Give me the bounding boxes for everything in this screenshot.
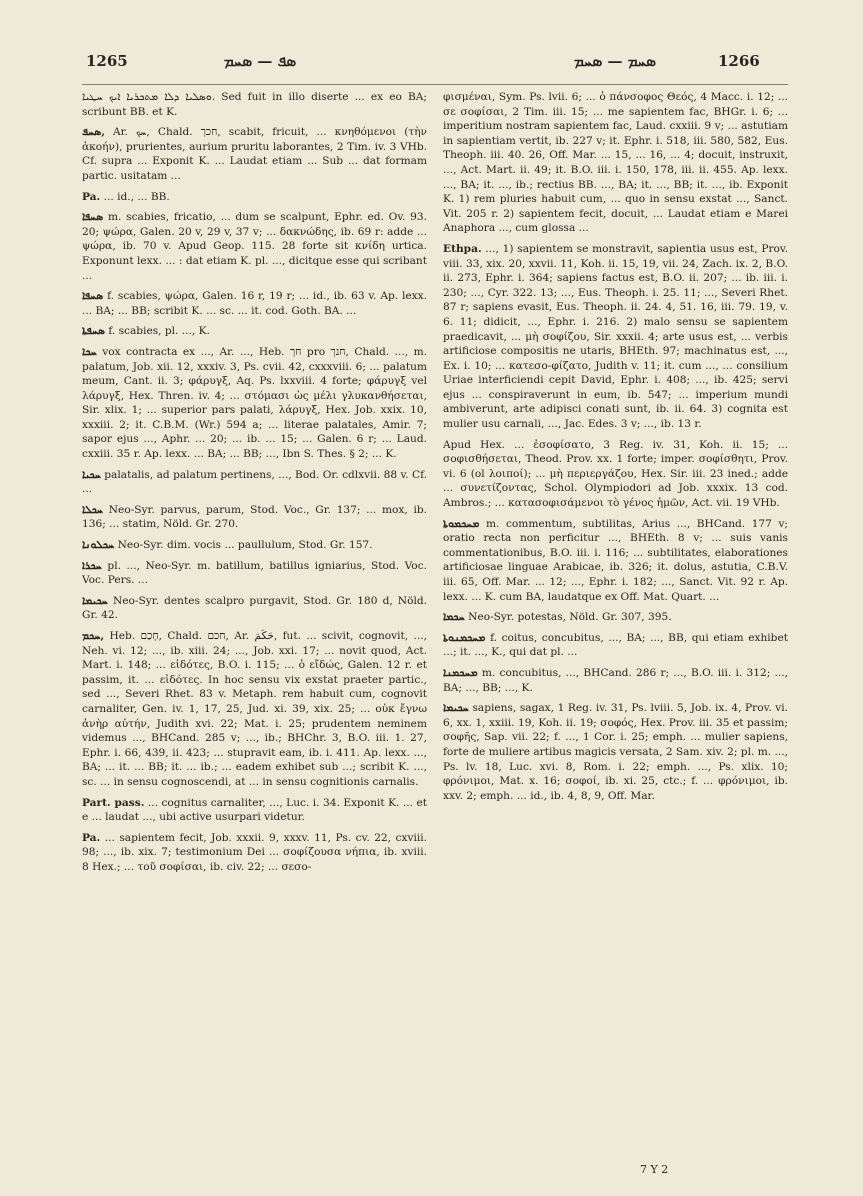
entry-headword: ܚܟܪܐ (82, 559, 102, 572)
left-column (82, 90, 427, 1160)
dictionary-entry (443, 666, 788, 695)
dictionary-entry (82, 90, 427, 119)
entry-text: f. scabies, ψώρα, Galen. 16 r, 19 r; ... id., ib. 63 v. Ap. lexx. ... BA; ... BB; scribit K. ... sc. ... it. cod. Goth. BA. ... (82, 290, 427, 317)
entry-text: Apud Hex. ... ἐσοφίσατο, 3 Reg. iv. 31, Koh. ii. 15; ... σοφισθήσεται, Theod. Prov. xx. 1 forte; imper. σοφίσθητι, Prov. vi. 6 (ol λοιποί); ... μὴ περιεργάζου, Hex. Sir. iii. 23 ined.; adde ... συνετίζοντας, Schol. Olympiodori ad Job. xxxix. 13 cod. Ambros.; ... κατασοφισάμενοι τὸ γένος ἡμῶν, Act. vii. 19 VHb. (443, 438, 788, 510)
entry-text: ... sapientem fecit, Job. xxxii. 9, xxxv. 11, Ps. cv. 22, cxviii. 98; ..., ib. xix. 7; testimonium Dei ... σοφίζουσα νήπια, ib. xviii. 8 Hex.; ... τοῦ σοφίσαι, ib. civ. 22; ... σεσο- (82, 831, 427, 873)
entry-headword: ܣܚܦܐ (82, 290, 104, 303)
entry-text: Neo-Syr. potestas, Nöld. Gr. 307, 395. (468, 611, 672, 624)
dictionary-entry (82, 324, 427, 339)
dictionary-entry (82, 125, 427, 183)
dictionary-entry (443, 242, 788, 432)
dictionary-entry (443, 517, 788, 605)
entry-headword: ܚܟܝܡܐ (443, 702, 469, 715)
entry-text: f. coitus, concubitus, ..., BA; ..., BB, qui etiam exhibet ...; it. ..., K., qui dat pl. ... (443, 631, 788, 659)
dictionary-entry (82, 796, 427, 825)
entry-text: Neo-Syr. dim. vocis ... paullulum, Stod. Gr. 157. (117, 539, 373, 552)
entry-headword: ܚܟܠܘܢܐ (82, 539, 115, 552)
dictionary-entry (443, 631, 788, 660)
left-page-number: 1265 (86, 52, 128, 70)
entry-text: f. scabies, pl. ..., K. (108, 325, 210, 338)
entry-text: φισμέναι, Sym. Ps. lvii. 6; ... ὁ πάνσοφος Θεός, 4 Macc. i. 12; ... σε σοφίσαι, 2 Tim. iii. 15; ... me sapientem fac, BHGr. i. 6; ... imperitium nostram sapientem fac, Laud. cxxiii. 9 v; ... astutiam in sapientiam vertit, ib. 227 v; it. Ephr. i. 518, iii. 580, 582, Eus. Theoph. iii. 40. 26, Off. Mar. ... 15, ... 16, ... 4; docuit, instruxit, ..., Act. Mart. ii. 49; it. B.O. iii. i. 150, 178, iii. ii. 455. Ap. lexx. ..., BA; it. ..., ib.; rectius BB. ..., BA; it. ..., BB; it. ..., ib. Exponit K. 1) rem pluries habuit cum, ... quo in sensu exstat ..., Sanct. Vit. 205 r. 2) sapientem fecit, docuit, ... Laudat etiam e Marei Anaphora ..., cum glossa ... (443, 91, 788, 235)
entry-text: sapiens, sagax, 1 Reg. iv. 31, Ps. lviii. 5, Job. ix. 4, Prov. vi. 6, xx. 1, xxiii. 19, Koh. ii. 19; σοφός, Hex. Prov. iii. 35 et passim; σοφῆς, Sap. vii. 22; f. ..., 1 Cor. i. 25; emph. ... mulier sapiens, forte de muliere artibus magicis versata, 2 Sam. xiv. 2; pl. m. ..., Ps. lv. 18, Luc. xvi. 8, Rom. i. 22; emph. ..., Ps. xlix. 10; φρόνιμοι, Mat. x. 16; σοφοί, ib. xi. 25, ctc.; f. ... φρόνιμοι, ib. xxv. 2; emph. ... id., ib. 4, 8, 9, Off. Mar. (443, 702, 788, 802)
entry-text: Neo-Syr. dentes scalpro purgavit, Stod. Gr. 180 d, Nöld. Gr. 42. (82, 594, 427, 622)
dictionary-entry (443, 438, 788, 511)
entry-text: palatalis, ad palatum pertinens, ..., Bod. Or. cdlxvii. 88 v. Cf. ... (82, 468, 427, 496)
entry-text: Neo-Syr. parvus, parum, Stod. Voc., Gr. 137; ... mox, ib. 136; ... statim, Nöld. Gr. 270. (82, 503, 427, 531)
dictionary-entry (82, 468, 427, 497)
entry-text: m. concubitus, ..., BHCand. 286 r; ..., B.O. iii. i. 312; ..., BA; ..., BB; ..., K. (443, 666, 788, 694)
dictionary-entry (82, 190, 427, 205)
entry-headword: ܡܚܟܡܘܬܐ (443, 517, 480, 530)
entry-headword: ܚܟܝܐ (82, 468, 101, 481)
entry-headword: ܚܟܡ, (82, 630, 105, 642)
entry-text: m. scabies, fricatio, ... dum se scalpunt, Ephr. ed. Ov. 93. 20; ψώρα, Galen. 20 v, 29 v, 37 v; ... δακνώδης, ib. 69 r: adde ... ψώρα, ib. 70 v. Apud Geop. 115. 28 forte sit κνίδη urtica. Exponunt lexx. ... : dat etiam K. pl. ..., dicitque esse qui scribant ... (82, 211, 427, 282)
dictionary-entry (82, 503, 427, 532)
entry-text: ... cognitus carnaliter, ..., Luc. i. 34. Exponit K. ... et e ... laudat ..., ubi active usurpari videtur. (82, 796, 427, 824)
entry-text: Ar. ܚܟ, Chald. חכך, scabit, fricuit, ... κνηθόμενοι (τὴν ἀκοήν), prurientes, aurium pruritu laborantes, 2 Tim. iv. 3 VHb. Cf. supra ... Exponit K. ... Laudat etiam ... Sub ... dat formam partic. usitatam ... (82, 126, 427, 182)
entry-text: Heb. חָכַם, Chald. חכם, Ar. حَكَمَ, fut. ... scivit, cognovit, ..., Neh. vi. 12; ..., ib. xiii. 24; ..., Job. xxi. 17; ... novit quod, Act. Mart. i. 148; ... εἰδότες, B.O. i. 115; ... ὁ εἴδώς, Galen. 12 r. et passim, it. ... εἰδότες. In hoc sensu vix exstat praeter partic., sed ..., Severi Rhet. 83 v. Metaph. rem habuit cum, cognovit carnaliter, Gen. iv. 1, 17, 25, Jud. xi. 39, xix. 25; ... οὐκ ἔγνω ἀνὴρ αὐτήν, Judith xvi. 22; Mat. i. 25; prudentem neminem videmus ..., BHCand. 285 v; ..., ib.; BHChr. 3, B.O. iii. 1. 27, Ephr. i. 66, 439, ii. 423; ... stupravit eam, ib. i. 411. Ap. lexx. ..., BA; ... it. ... BB; it. ... ib.; ... eadem exhibet sub ...; scribit K. ..., sc. ... in sensu cognoscendi, at ... in sensu cognitionis carnalis. (82, 630, 427, 788)
dictionary-entry (82, 594, 427, 623)
entry-text: ... id., ... BB. (103, 190, 170, 203)
header-rule (82, 84, 788, 85)
entry-text: m. commentum, subtilitas, Arius ..., BHCand. 177 v; oratio recta non perficitur ..., BHEth. 8 v; ... suis vanis commentationibus, B.O. iii. i. 116; ... subtilitates, elaborationes artificiosae linguae Arabicae, ib. 326; it. dolus, astutia, C.B.V. iii. 65, Off. Mar. ... 12; ..., Ephr. i. 182; ..., Sanct. Vit. 92 r. Ap. lexx. ... K. cum BA, laudatque ex Off. Mat. Quart. ... (443, 517, 788, 603)
dictionary-entry (82, 210, 427, 283)
right-page-number: 1266 (718, 52, 760, 70)
entry-headword: Ethpa. (443, 242, 482, 255)
entry-headword: ܚܟܝܡܐ (82, 594, 108, 607)
dictionary-entry (82, 559, 427, 588)
dictionary-entry (443, 701, 788, 803)
entry-headword: ܚܟܠܐ (82, 503, 104, 516)
dictionary-entry (443, 90, 788, 236)
entry-headword: ܣܚܦܐ (82, 211, 104, 224)
entry-headword: ܚܟܐ (82, 345, 97, 358)
entry-headword: ܣܚܦܬܐ (82, 325, 105, 338)
left-running-head: ܣܦ — ܣܚܡ (223, 52, 297, 70)
signature-mark: 7 Y 2 (640, 1163, 669, 1176)
entry-headword: Part. pass. (82, 796, 145, 809)
entry-headword: Pa. (82, 190, 101, 203)
dictionary-entry (82, 345, 427, 462)
dictionary-entry (443, 610, 788, 625)
entry-headword: ܚܟܡܐ (443, 611, 465, 624)
dictionary-entry (82, 538, 427, 553)
dictionary-entry (82, 289, 427, 318)
entry-headword: ܣܚܦ, (82, 126, 105, 139)
entry-text: pl. ..., Neo-Syr. m. batillum, batillus igniarius, Stod. Voc. Voc. Pers. ... (82, 559, 427, 587)
dictionary-entry (82, 831, 427, 875)
entry-headword: ܡܚܟܡܢܘܬܐ (443, 631, 486, 644)
dictionary-entry (82, 629, 427, 790)
entry-text: ..., 1) sapientem se monstravit, sapientia usus est, Prov. viii. 33, xix. 20, xxvii. 11, Koh. ii. 15, 19, vii. 24, Zach. ix. 2, B.O. ii. 273, Ephr. i. 364; sapiens factus est, B.O. ii. 207; ... ib. iii. i. 230; ..., Cyr. 322. 13; ..., Eus. Theoph. i. 25. 11; ..., Severi Rhet. 87 r; sapiens evasit, Eus. Theoph. ii. 24. 4, 51. 16, iii. 79. 19, v. 6. 11; didicit, ..., Ephr. i. 216. 2) malo sensu se sapientem praedicavit, ... μὴ σοφίζου, Sir. xxxii. 4; arte usus est, ... verbis artificiose compositis ne utaris, BHEth. 97; machinatus est, ..., Ex. i. 10; ... κατεσο-φίζατο, Judith v. 11; it. cum ..., ... consilium Uriae interficiendi cepit David, Ephr. i. 408; ..., ib. 425; servi ejus ... conspiraverunt in eum, ib. 547; ... imperium mundi ambiverunt, arte adipisci conati sunt, ib. ii. 64. 3) cognita est mulier usu carnali, ..., Jac. Edes. 3 v; ..., ib. 13 r. (443, 242, 788, 431)
entry-headword: ܡܚܟܡܢܐ (443, 666, 478, 679)
entry-text: ܘܣܠܝܐ ܕܠܐ ܡܬܟܪܝܐ ܐܝܟ ܚܛܝܐ. Sed fuit in illo diserte ... ex eo BA; scribunt BB. et K. (82, 91, 427, 118)
right-running-head: ܣܚܡ — ܣܚܡ (574, 52, 656, 70)
right-column (443, 90, 788, 1160)
entry-text: vox contracta ex ..., Ar. ..., Heb. חך pro חנך, Chald. ..., m. palatum, Job. xii. 12, xxxiv. 3, Ps. cvii. 42, cxxxviii. 6; ... palatum meum, Cant. ii. 3; φάρυγξ, Aq. Ps. lxxviii. 4 forte; φάρυγξ vel λάρυγξ, Hex. Thren. iv. 4; ... στόμασι ὡς μέλι γλυκανθήσεται, Sir. xlix. 1; ... superior pars palati, λάρυγξ, Hex. Job. xxix. 10, xxxiii. 2; it. C.B.M. (Wr.) 594 a; ... literae palatales, Amir. 7; sapor ejus ..., Aphr. ... 20; ... ib. ... 15; ... Galen. 6 r; ... Laud. cxxiii. 35 r. Ap. lexx. ... BA; ... BB; ..., Ibn S. Thes. § 2; ... K. (82, 345, 427, 461)
entry-headword: Pa. (82, 831, 101, 844)
